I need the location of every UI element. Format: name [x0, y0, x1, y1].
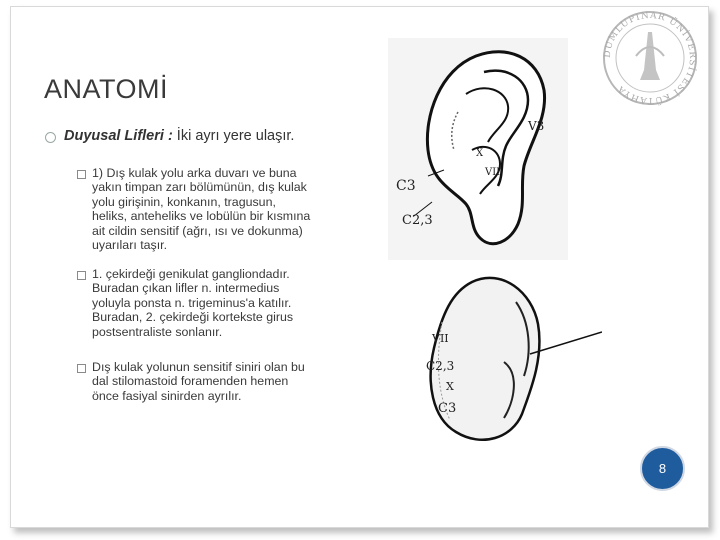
sub-bullet-1: 1) Dış kulak yolu arka duvarı ve buna yakın timpan zarı bölümünün, dış kulak yolu girişinin, konkanın, tragusun, heliks, anteheliks ve lobülün bir kısmına ait cildin sensitif (ağrı, ısı ve dokunma) uyarıları taşır. — [92, 166, 311, 253]
seal-text: DUMLUPINAR ÜNİVERSİTESİ KÜTAHYA — [602, 10, 698, 106]
sub-bullet-3: Dış kulak yolunun sensitif siniri olan bu dal stilomastoid foramenden hemen önce fasiyal sinirden ayrılır. — [92, 360, 305, 403]
main-bullet-text: İki ayrı yere ulaşır. — [172, 128, 295, 144]
label-c3: C3 — [396, 178, 416, 194]
label-x: X — [476, 148, 484, 159]
slide-title: ANATOMİ — [44, 74, 169, 104]
main-bullet-label: Duyusal Lifleri : — [64, 128, 173, 144]
label-c23: C2,3 — [402, 213, 433, 228]
label-vii: VII — [432, 332, 449, 345]
sub-bullet-box-icon — [77, 271, 86, 280]
label-x: X — [446, 380, 454, 393]
sub-bullet-box-icon — [77, 364, 86, 373]
label-v3: V3 — [528, 119, 545, 133]
sub-bullet-box-icon — [77, 170, 86, 179]
label-vii: VII — [485, 167, 501, 178]
label-c23: C2,3 — [426, 359, 455, 373]
main-bullet — [64, 128, 304, 145]
label-c3: C3 — [438, 401, 457, 416]
ear-lateral-diagram — [388, 38, 568, 260]
university-seal-logo — [600, 8, 700, 108]
ear-canal-diagram — [412, 262, 602, 452]
page-number-badge: 8 — [640, 446, 685, 491]
sub-bullet-2: 1. çekirdeği genikulat gangliondadır. Buradan çıkan lifler n. intermedius yoluyla ponsta n. trigeminus'a katılır. Buradan, 2. çekirdeği kortekste girus postsentraliste sonlanır. — [92, 267, 294, 339]
bullet-circle-icon — [45, 132, 56, 143]
